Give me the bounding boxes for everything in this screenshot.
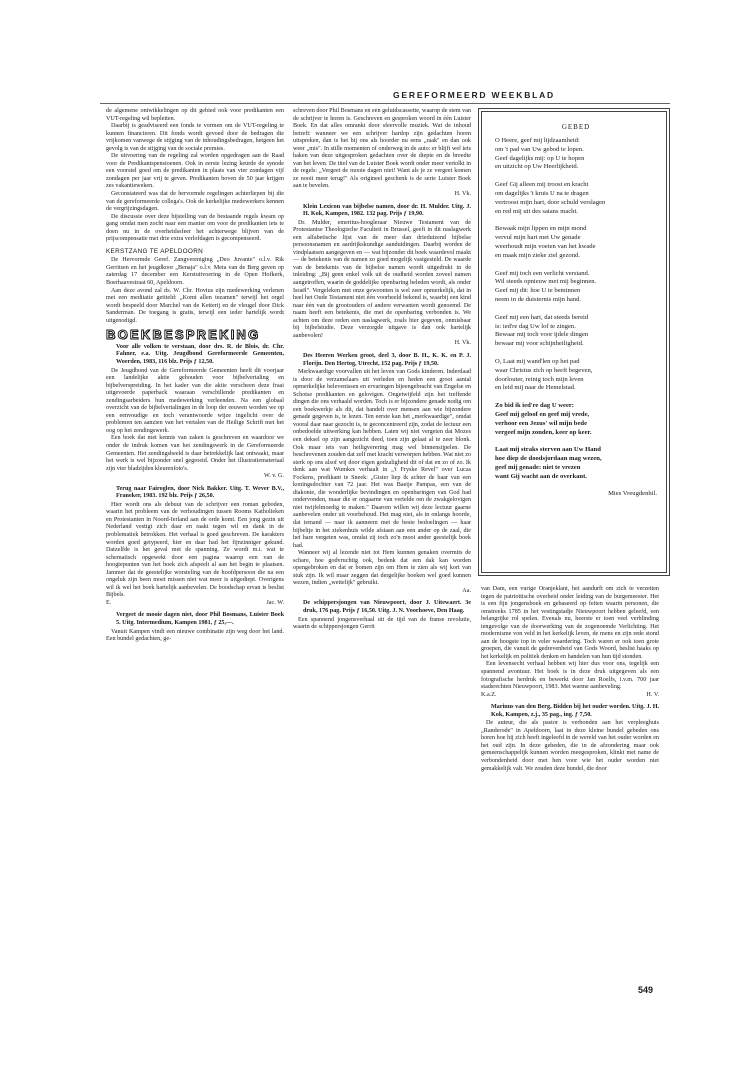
review-signature [481, 692, 659, 700]
book-heading-text: Terug naar Fairoglen, door Nick Bakker. Uitg. T. Wever B.V., Franeker, 1983. 192 blz. Prijs ƒ 26,50. [116, 485, 284, 500]
paragraph: De auteur, die als pastor is verbonden aan het verpleeghuis „Randerode" in Apeldoorn, laat in deze kleine bundel gebeden ons horen hoe hij zich heeft ingeleefd in de wereld van het ouder worden en het oud zijn. In deze gebeden, die in de afzondering maar ook gemeenschappelijk kunnen worden meegesproken, klinkt met name de verbondenheid door met hen voor wie het ouder worden niet gemakkelijk valt. We zouden deze bundel, die door [481, 720, 659, 772]
paragraph: Merkwaardige voorvallen uit het leven van Gods kinderen. Inderdaad is door de verzamelaars uit verleden en heden een groot aantal opmerkelijke belevenissen en ervaringen bijeengebracht van Engelse en Schotse predikanten en gelovigen. Ongetwijfeld zijn het treffende dingen die ons verhaald worden. Toch is er bijzondere genade nodig om een boekwerkje als dit, dat handelt over mensen aan wie bijzondere genade gegeven is, te lezen. Ten eerste kan het „merkwaardige", omdat vooral daar naar gezocht is, te geconcentreerd zijn, zodat de lectuur een onbedoelde uitwerking kan hebben. Laten wij niet vergeten dat Mozes een deksel op zijn aangezicht deed, toen zijn gelaat al te zeer blonk. Ook maar iets van heiligverering mag wel binnensijpelen. De beschrevenen zouden dat zelf met kracht verworpen hebben. Wat niet zo sterk op ons alsof wij door eigen godzaligheid dit of dat en zo of zo. Ik denk aan wat Wumkes verhaalt in „'t Fryske Revel" over Lucas Fockens, predikant te Sneek: „Gister liep ik achter de baar van een koningsdochter van 72 jaar. Het was Baeije Pampas, een van de diakonie, die wonderlijke bevindingen en openbaringen van God had ondervonden, maar die er ongaarne van vertelde om de zwakgelovigen niet twijfelmoedig te maken." Daarom willen wij deze lectuur gaarne aanbevelen onder uit voorbehoud. Het mag niet, als in onlangs hoorde, dat iemand — naar ik aanneem met de beste bedoelingen — haar bijbeltje in het ziekenhuis wilde afstaan aan een ander op de zaal, die het hare vergeten was, omdat zij toch zo'n mooi ander geestelijk boek had. [293, 369, 471, 549]
poem-line: O, Laat mij wand'len op het pad [495, 357, 580, 365]
book-heading-text: Klein Lexicon van bijbelse namen, door dr. H. Mulder. Uitg. J. H. Kok, Kampen, 1982. 132 pag. Prijs ƒ 19,90. [303, 203, 471, 218]
stanza-gap [495, 172, 657, 181]
column-left [106, 108, 284, 988]
column-right [481, 586, 659, 986]
book-heading-text: Marinus van den Berg, Bidden bij het ouder worden. Uitg. J. H. Kok, Kampen, z.j., 35 pag., ing. ƒ 7,50. [491, 704, 659, 718]
poem-line: en leid mij naar de Hemelstad. [495, 384, 576, 392]
book-heading [106, 612, 284, 627]
poem-signature: Mies Vreugdenhil. [608, 489, 657, 497]
poem-line: doorlouter, reinig toch mijn leven [495, 375, 584, 383]
review-signature: H. Vk. [454, 191, 471, 198]
paragraph: Een spannend jongensverhaal uit de tijd van de franse revolutie, waarin de schippersjongen Gerrit [293, 616, 471, 631]
paragraph: Een boek dat met kennis van zaken is geschreven en waardoor we onder de indruk komen van het zendingswerk in de Gereformeerde Gemeenten. Het zendingsbeeld is daar betrekkelijk laat ontwaakt, maar het werk is wel bijzonder snel gegroeid. Onder het illustratiemateriaal zijn vier bladzijden kleurenfoto's. [106, 435, 284, 472]
poem-line: Bewaar mij toch voor ijdele dingen [495, 331, 589, 339]
paragraph: Wanneer wij al lezende niet tot Hem kunnen genaken overmits de schare, hoe godvruchtig ook, bedenk dat een dak kan worden opengebroken en dat er bomen zijn om Hem te zien als wij kort van stuk zijn. Ik wil maar zeggen dat dergelijke boeken wel goed kunnen wezen, indien „wettelijk" gebruikt. [293, 550, 471, 587]
book-heading-text: Vergeet de mooie dagen niet, door Phil Bosmans, Luister Boek 5. Uitg. Intermedium, Kampen 1981, ƒ 25,—. [116, 612, 284, 626]
review-signature-left: E. [106, 599, 112, 606]
paragraph: De Jeugdbond van de Gereformeerde Gemeenten heeft dit voorjaar een landelijke aktie gehouden voor bijbelvertaling en bijbelverspreiding. In het kader van die aktie verscheen deze fraai uitgevoerde paperback waaraan verschillende predikanten en zendingsarbeiders hun medewerking verleenden. Na een globaal overzicht van de bijbelvertalingen in de loop der eeuwen worden we op een eenvoudige en toch verantwoorde wijze ingelicht over de problemen ten aanzien van het vertalen van de Heilige Schrift met het oog op het zendingswerk. [106, 367, 284, 434]
poem-line: Laat mij straks sterven aan Uw Hand [495, 446, 601, 454]
review-signature: Aa. [462, 587, 471, 594]
poem-line: Zo bid ik ied're dag U weer: [495, 402, 575, 410]
paragraph: Geconstateerd was dat de hervormde regelingen achterliepen bij die van de gereformeerde collega's. Ook de kerkelijke medewerkers kennen de vergrijzingsdagen. [106, 191, 284, 213]
poem-line: Geef dagelijks mij: op U te hopen [495, 154, 585, 162]
stanza-gap [495, 305, 657, 314]
paragraph: schreven door Phil Bosmans en een geluidscassette, waarop de stem van de schrijver te horen is. Geschreven en gesproken woord in één Luister Boek. En dat alles omrankt door sfeervolle muziek. Wat de inhoud betreft: wanneer we een schrijver hardop zijn gedachten horen uitspreken, dan is het bij ons als hoorder nu eens „raak" en dan ook weer „mis". In stille momenten of onderweg in de auto: er blijft wel iets haken van deze uitgesproken gedachten over de diepte en de breedte van het leven. De titel van de Luister Boek wordt onder meer vertolkt in de regels: „Vergeet de mooie dagen niet! Want als je ze vergeet komen ze nooit meer terug!" Als origineel geschenk is de serie Luister Boek aan te bevelen. [293, 108, 471, 190]
poem-line: weerhoudt mijn voeten van het kwade [495, 242, 596, 250]
book-heading [106, 344, 284, 367]
poem-line: waar Christus zich op heeft begeven, [495, 366, 593, 374]
book-heading [293, 600, 471, 615]
stanza-gap [495, 261, 657, 270]
review-signature: H. Vk. [454, 340, 471, 347]
section-title-kerstzang: KERSTZANG TE APELDOORN [106, 247, 204, 255]
poem-title: GEBED [561, 123, 591, 131]
poem-line: bewaar mij voor schijnheiligheid. [495, 340, 584, 348]
poem-line: Geef mij dit: hoe U te beminnen [495, 287, 581, 295]
book-heading-text: De schippersjongen van Nieuwpoort, door J. Uitewaert. 3e druk, 176 pag. Prijs ƒ 16,50. Uitg. J. N. Voorhoeve, Den Haag. [303, 600, 471, 614]
poem-line: en red mij uit des satans macht. [495, 207, 578, 215]
book-heading-text: Des Heeren Werken groot, deel 3, door B. H., K. K. en P. J. Florijn. Den Hertog, Utrecht, 152 pag. Prijs ƒ 19,50. [303, 352, 471, 367]
poem-line: en maak mijn zieke ziel gezond. [495, 251, 580, 259]
poem-line: want Gij wacht aan de overkant. [495, 472, 587, 480]
poem-line: Geef mij toch een verlicht verstand. [495, 269, 590, 277]
book-heading [481, 704, 659, 719]
paragraph: Daarbij is geadviseerd een fonds te vormen om de VUT-regeling te kunnen financieren. Dit fonds wordt gevoed door de bedragen die vrijkomen vanwege de stijging van de inhoudingsbedragen, hetgeen het gevolg is van de stijging van de sociale premies. [106, 123, 284, 152]
book-heading [106, 486, 284, 501]
poem-line: vervul mijn hart met Uw genade [495, 234, 581, 242]
paragraph: Aan deze avond zal ds. W. Chr. Hovius zijn medewerking verlenen met een meditatie getiteld: „Komt allen tezamen" terwijl het orgel wordt bespeeld door Marchel van de Ketterij en de vleugel door Dick Sanderman. De toegang is gratis, terwijl een ieder hartelijk wordt uitgenodigd. [106, 287, 284, 324]
section-title-boekbespreking: BOEKBESPREKING [106, 327, 261, 343]
poem-line: om dagelijks 't kruis U na te dragen [495, 189, 589, 197]
book-heading-text: Voor alle volken te verstaan, door drs. R. de Blois, dr. Chr. Fahner, e.a. Uitg. Jeugdbond Gereformeerde Gemeenten, Woerden, 1983, 116 blz. Prijs ƒ 12,50. [116, 343, 284, 365]
poem-line: Bewaak mijn lippen en mijn mond [495, 225, 587, 233]
paragraph: van Dam, een vurige Oranjeklant, het aandurft om zich te verzetten tegen de patriottische overheid onder leiding van de burgemeester. Het is een fijn jongensboek en gebaseerd op feiten waarin personen, die omstreeks 1785 in het vestingstadje Nieuwpoort hebben geleefd, een belangrijke rol spelen. Evenals nu, heerste er toen veel verblinding tengevolge van de doorwerking van de zogenoemde Verlichting. Het modernisme von veld in het kerkelijk leven, de mens en zijn rede stond aan de hoogste top in veler waardering. Toch waren er ook toen grote groepen, die vanuit de gedrevenheid van Gods Woord, beslist haaks op het kerkelijk en politiek denken en handelen van hun tijd stonden. [481, 586, 659, 660]
paragraph: De Hervormde Geref. Zangvereniging „Deo Juvante" o.l.v. Rik Gerritsen en het jeugdkoor „Benaja" o.l.v. Meta van de Berg geven op zaterdag 17 december een Kerstuitvoering in de Open Hofkerk, Boerhaavestraat 60, Apeldoorn. [106, 257, 284, 287]
paragraph: De uitvoering van de regeling zal worden opgedragen aan de Raad voor de Predikantspensioenen. Ook in eerste lezing keurde de synode een voorstel goed om de predikanten in plaats van vier zondagen vijf zondagen per jaar vrij te geven. Predikanten boven de 50 jaar krijgen zes vakantieweken. [106, 153, 284, 190]
stanza-gap [495, 216, 657, 225]
stanza-gap [495, 437, 657, 446]
review-signature-right: H. V. [646, 691, 659, 698]
poem-line: O Heere, geef mij lijdzaamheid: [495, 137, 580, 144]
poem-line: vertroost mijn hart, door schuld verslagen [495, 198, 606, 206]
review-signature-left: K.a.Z. [481, 691, 497, 698]
poem-line: verhoor een Jezus' wil mijn bede [495, 419, 587, 427]
paragraph: De discussie over deze bijstelling van de bestaande regels kwam op gang omdat men zocht naar een manier om voor de predikanten iets te doen nu in de overheidssfeer het achterwege blijven van de prijscompensatie met drie extra verlofdagen is gecompenseerd. [106, 213, 284, 243]
running-head: GEREFORMEERD WEEKBLAD [100, 90, 670, 104]
poem-line: Geef mij geloof en geef mij vrede, [495, 410, 590, 418]
poem-line: Geef mij een hart, dat steeds bereid [495, 313, 589, 321]
poem-line: om 't pad van Uw gebod te lopen. [495, 145, 584, 153]
stanza-gap [495, 393, 657, 402]
poem-line: neem in de duisternis mijn hand. [495, 295, 582, 303]
poem-line: vergeef mijn zonden, keer op keer. [495, 428, 592, 436]
review-signature [106, 600, 284, 608]
poem-line: Wil steeds opnieuw met mij beginnen. [495, 278, 597, 286]
column-middle [293, 108, 471, 988]
paragraph: Vanuit Kampen vindt een nieuwe combinatie zijn weg door het land. Een bundel gedachten, ge- [106, 628, 284, 643]
poem-line: geef mij genade: niet te vrezen [495, 463, 581, 471]
review-signature: W. v. G. [263, 473, 284, 480]
review-signature-right: Jac. W. [266, 599, 284, 606]
poem-line: hoe diep de doodsjordaan mag wezen, [495, 455, 602, 463]
poem-box [478, 108, 670, 576]
page-number: 549 [638, 985, 654, 995]
stanza-gap [495, 349, 657, 358]
paragraph: Hier wordt ons als debuut van de schrijver een roman geboden, waarin het probleem van de verhoudingen tussen Rooms Katholieken en Protestanten in Noord-Ierland aan de orde komt. Een jong gezin uit Nederland vestigt zich daar en raakt tegen wil en dank in de problematiek betrokken. Het verhaal is goed geschreven. De karakters worden goed getypeerd, hier en daar had het fijnzinniger gekund. Datzelfde is het geval met de spanning. Ze wordt m.i. wat te schematisch opgewekt door een pagina waarop een van de hoogtepunten van het boek zich afspeelt al aan het begin te plaatsen. Jammer dat de geestelijke worsteling van de hoofdpersoon die na een ongeluk zijn been moet missen niet wat meer is uitgediept. Overigens wil ik wel het boek hartelijk aanbevelen. De boodschap ervan is beslist Bijbels. [106, 501, 284, 599]
paragraph: de algemene ontwikkelingen op dit gebied ook voor predikanten een VUT-regeling wil bepleiten. [106, 108, 284, 122]
poem-line: en uitzicht op Uw Heerlijkheid. [495, 163, 579, 171]
book-heading [293, 353, 471, 368]
book-heading [293, 204, 471, 219]
paragraph: Dr. Mulder, emeritus-hoogleraar Nieuwe Testament van de Protestantse Theologische Faculteit in Brussel, geeft in dit naslagwerk een alfabetische lijst van de meer dan drieduizend bijbelse persoonsnamen en aardrijkskundige aanduidingen. Daarbij worden de vindplaatsen aangegeven en — wat bijzonder dit boek waardevol maakt — de betekenis van de namen zo goed mogelijk vastgesteld. De waarde van de betekenis van de bijbelse namen wordt uitgedrukt in de inleiding: „Bij geen enkel volk uit de oudheid worden zoveel namen aangetroffen, waarin de goddelijke openbaring beleden wordt, als onder Israël". Vergeleken met onze gewoonten is wel zeer opmerkelijk, dat in heel het Oude Testament niet één voorbeeld bekend is, waarbij een kind naar één van de grootouders of andere verwanten wordt genoemd. De naam heeft een betekenis, die met de openbaring verbonden is. We achten om deze reden een naslagwerk, zoals hier gegeven, onmisbaar bij bijbelstudie. Deze verzorgde uitgave is dan ook hartelijk aanbevolen! [293, 219, 471, 339]
poem-line: Geef Gij alleen mij troost en kracht [495, 181, 589, 189]
paragraph: Een levensecht verhaal hebben wij hier dus voor ons, tegelijk een spannend avontuur. Het boek is in deze druk uitgegeven als een fotografische herdruk en bewerkt door Jan Roelfs, i.v.m. 700 jaar stadsrechten Nieuwpoort, 1983. Met warme aanbeveling. [481, 661, 659, 691]
poem-line: is: ied're dag Uw lof te zingen. [495, 322, 576, 330]
